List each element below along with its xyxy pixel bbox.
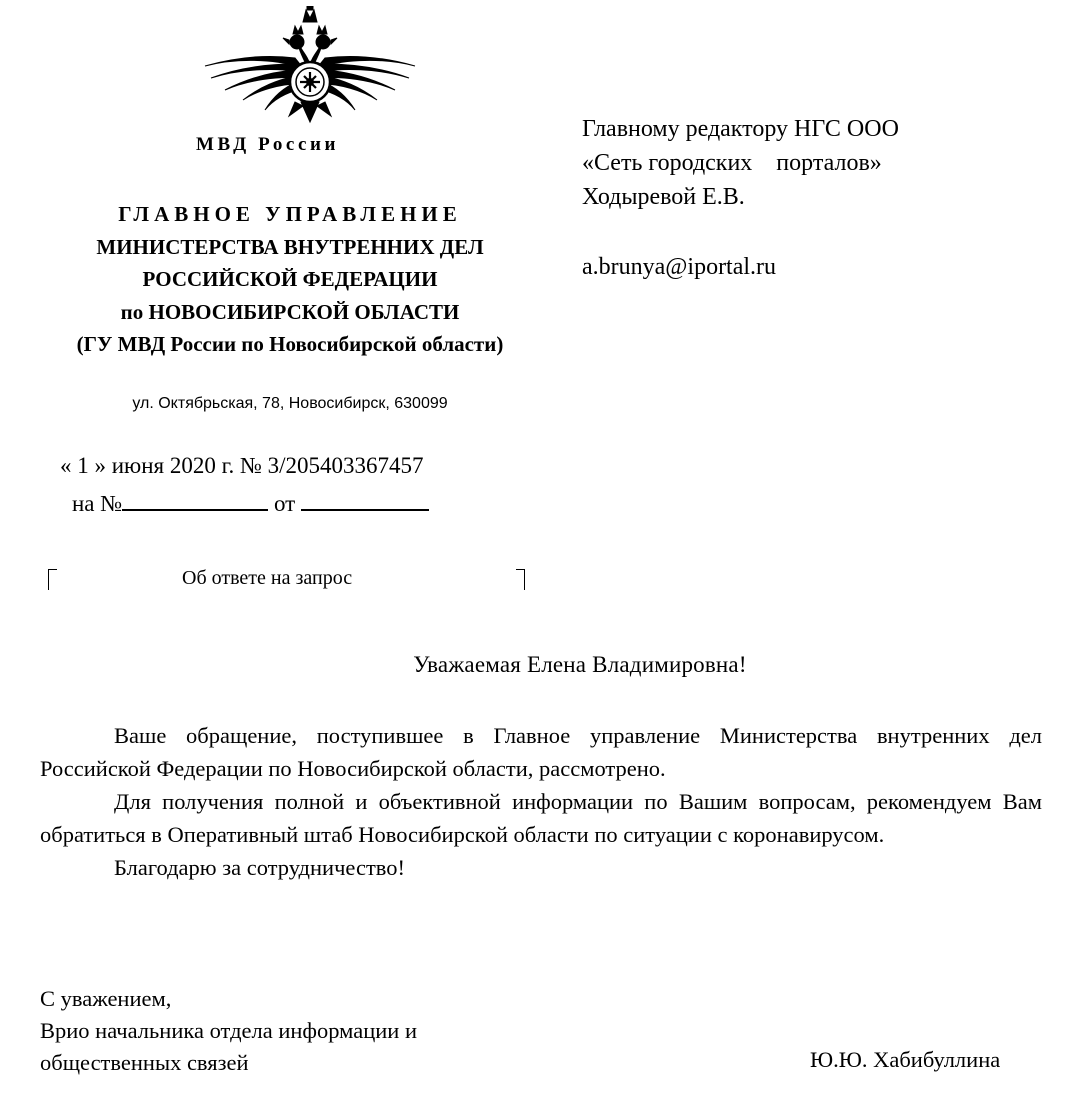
- signature-position-1: Врио начальника отдела информации и: [40, 1018, 418, 1043]
- recipient-line-2: «Сеть городских порталов»: [582, 150, 882, 176]
- registration-line: « 1 » июня 2020 г. № 3/205403367457: [60, 453, 424, 478]
- subject-line: Об ответе на запрос: [182, 567, 353, 589]
- signer-name: Ю.Ю. Хабибуллина: [810, 1047, 1001, 1072]
- org-line-4: по НОВОСИБИРСКОЙ ОБЛАСТИ: [120, 299, 460, 324]
- mvd-emblem-icon: [203, 6, 417, 124]
- signature-position-2: общественных связей: [40, 1050, 249, 1075]
- reference-prefix: на №: [72, 491, 123, 516]
- org-line-1: ГЛАВНОЕ УПРАВЛЕНИЕ: [118, 202, 462, 226]
- org-line-2: МИНИСТЕРСТВА ВНУТРЕННИХ ДЕЛ: [96, 234, 484, 259]
- body-paragraph-1: Ваше обращение, поступившее в Главное управление Министерства внутренних дел Российской Федерации по Новосибирской области, рассмотрено.: [40, 723, 1042, 781]
- signature-block: [40, 983, 417, 1079]
- recipient-line-1: Главному редактору НГС ООО: [582, 116, 899, 142]
- ministry-name: МВД России: [196, 134, 340, 155]
- reference-date-blank: [301, 489, 429, 511]
- reference-number-blank: [122, 489, 268, 511]
- body-paragraph-2: Для получения полной и объективной информации по Вашим вопросам, рекомендуем Вам обратиться в Оперативный штаб Новосибирской области по ситуации с коронавирусом.: [40, 789, 1042, 847]
- subject-bracket-right: [516, 569, 525, 590]
- reference-line: [72, 489, 429, 517]
- reference-from-label: от: [273, 491, 296, 516]
- greeting: Уважаемая Елена Владимировна!: [413, 652, 747, 677]
- org-line-5: (ГУ МВД России по Новосибирской области): [76, 332, 504, 356]
- org-line-3: РОССИЙСКОЙ ФЕДЕРАЦИИ: [142, 267, 438, 291]
- recipient-email: a.brunya@iportal.ru: [582, 254, 777, 280]
- subject-bracket-left: [48, 569, 57, 590]
- body-paragraph-3: Благодарю за сотрудничество!: [114, 855, 405, 880]
- recipient-block: [582, 112, 899, 214]
- signature-closing: С уважением,: [40, 986, 172, 1011]
- organization-name: [30, 198, 550, 361]
- letter-body: [40, 719, 1042, 884]
- organization-address: ул. Октябрьская, 78, Новосибирск, 630099: [132, 395, 448, 412]
- recipient-line-3: Ходыревой Е.В.: [582, 184, 745, 210]
